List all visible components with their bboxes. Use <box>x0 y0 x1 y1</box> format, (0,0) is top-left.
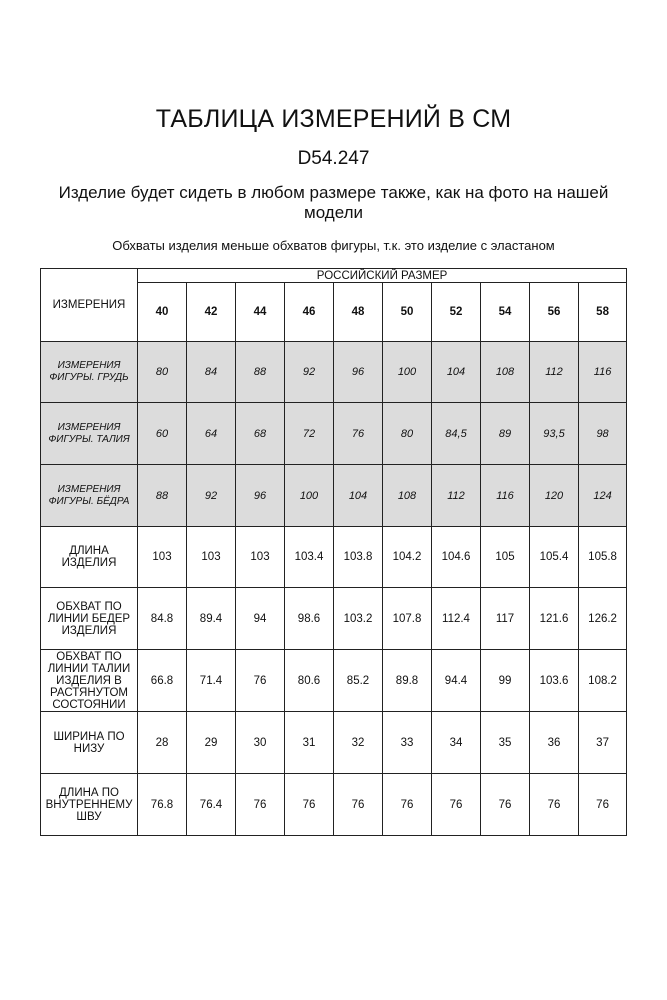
value-cell: 76 <box>530 774 579 836</box>
value-cell: 116 <box>481 465 530 527</box>
value-cell: 76 <box>236 650 285 712</box>
value-cell: 89.4 <box>187 588 236 650</box>
value-cell: 72 <box>285 403 334 465</box>
value-cell: 103 <box>236 527 285 588</box>
value-cell: 108 <box>383 465 432 527</box>
value-cell: 92 <box>187 465 236 527</box>
russian-size-header: РОССИЙСКИЙ РАЗМЕР <box>138 269 627 283</box>
row-label: ИЗМЕРЕНИЯ ФИГУРЫ. ТАЛИЯ <box>41 403 138 465</box>
fit-note: Изделие будет сидеть в любом размере также, как на фото на нашей модели <box>58 183 609 222</box>
value-cell: 103 <box>187 527 236 588</box>
value-cell: 92 <box>285 342 334 403</box>
value-cell: 89 <box>481 403 530 465</box>
table-row <box>41 342 627 403</box>
value-cell: 126.2 <box>579 588 627 650</box>
value-cell: 76 <box>481 774 530 836</box>
value-cell: 99 <box>481 650 530 712</box>
value-cell: 112.4 <box>432 588 481 650</box>
size-cell: 52 <box>432 283 481 342</box>
value-cell: 103.6 <box>530 650 579 712</box>
value-cell: 104.2 <box>383 527 432 588</box>
page-title: ТАБЛИЦА ИЗМЕРЕНИЙ В СМ <box>155 105 512 133</box>
value-cell: 104 <box>334 465 383 527</box>
row-label: ИЗМЕРЕНИЯ ФИГУРЫ. БЁДРА <box>41 465 138 527</box>
value-cell: 124 <box>579 465 627 527</box>
value-cell: 104 <box>432 342 481 403</box>
value-cell: 64 <box>187 403 236 465</box>
value-cell: 68 <box>236 403 285 465</box>
value-cell: 96 <box>236 465 285 527</box>
table-row <box>41 774 627 836</box>
value-cell: 116 <box>579 342 627 403</box>
value-cell: 31 <box>285 712 334 774</box>
value-cell: 103 <box>138 527 187 588</box>
value-cell: 76.8 <box>138 774 187 836</box>
value-cell: 37 <box>579 712 627 774</box>
value-cell: 30 <box>236 712 285 774</box>
value-cell: 112 <box>530 342 579 403</box>
value-cell: 66.8 <box>138 650 187 712</box>
size-cell: 50 <box>383 283 432 342</box>
size-cell: 44 <box>236 283 285 342</box>
value-cell: 76 <box>236 774 285 836</box>
value-cell: 121.6 <box>530 588 579 650</box>
table-row <box>41 465 627 527</box>
value-cell: 98.6 <box>285 588 334 650</box>
value-cell: 84.8 <box>138 588 187 650</box>
value-cell: 88 <box>236 342 285 403</box>
row-label: ОБХВАТ ПО ЛИНИИ ТАЛИИ ИЗДЕЛИЯ В РАСТЯНУТОМ СОСТОЯНИИ <box>41 650 138 712</box>
value-cell: 76 <box>432 774 481 836</box>
row-label: ОБХВАТ ПО ЛИНИИ БЕДЕР ИЗДЕЛИЯ <box>41 588 138 650</box>
value-cell: 112 <box>432 465 481 527</box>
value-cell: 76 <box>383 774 432 836</box>
value-cell: 93,5 <box>530 403 579 465</box>
value-cell: 80.6 <box>285 650 334 712</box>
value-cell: 120 <box>530 465 579 527</box>
size-cell: 40 <box>138 283 187 342</box>
elastane-note: Обхваты изделия меньше обхватов фигуры, т.к. это изделие с эластаном <box>112 238 555 253</box>
row-label: ШИРИНА ПО НИЗУ <box>41 712 138 774</box>
value-cell: 76 <box>285 774 334 836</box>
table-row <box>41 403 627 465</box>
value-cell: 60 <box>138 403 187 465</box>
value-cell: 100 <box>383 342 432 403</box>
table-row <box>41 588 627 650</box>
value-cell: 94 <box>236 588 285 650</box>
table-row <box>41 712 627 774</box>
value-cell: 104.6 <box>432 527 481 588</box>
value-cell: 34 <box>432 712 481 774</box>
value-cell: 85.2 <box>334 650 383 712</box>
value-cell: 103.2 <box>334 588 383 650</box>
measure-header: ИЗМЕРЕНИЯ <box>41 269 138 342</box>
value-cell: 80 <box>383 403 432 465</box>
table-row <box>41 527 627 588</box>
value-cell: 29 <box>187 712 236 774</box>
value-cell: 96 <box>334 342 383 403</box>
value-cell: 105.8 <box>579 527 627 588</box>
size-cell: 54 <box>481 283 530 342</box>
size-cell: 58 <box>579 283 627 342</box>
value-cell: 107.8 <box>383 588 432 650</box>
value-cell: 76 <box>334 403 383 465</box>
value-cell: 105 <box>481 527 530 588</box>
row-label: ДЛИНА ПО ВНУТРЕННЕМУ ШВУ <box>41 774 138 836</box>
size-cell: 46 <box>285 283 334 342</box>
value-cell: 36 <box>530 712 579 774</box>
value-cell: 103.4 <box>285 527 334 588</box>
value-cell: 105.4 <box>530 527 579 588</box>
value-cell: 94.4 <box>432 650 481 712</box>
value-cell: 84 <box>187 342 236 403</box>
size-table <box>40 268 627 836</box>
value-cell: 33 <box>383 712 432 774</box>
value-cell: 35 <box>481 712 530 774</box>
value-cell: 76.4 <box>187 774 236 836</box>
group-header-row <box>41 269 627 283</box>
value-cell: 80 <box>138 342 187 403</box>
value-cell: 28 <box>138 712 187 774</box>
value-cell: 76 <box>579 774 627 836</box>
value-cell: 88 <box>138 465 187 527</box>
size-cell: 48 <box>334 283 383 342</box>
value-cell: 98 <box>579 403 627 465</box>
value-cell: 76 <box>334 774 383 836</box>
value-cell: 103.8 <box>334 527 383 588</box>
value-cell: 71.4 <box>187 650 236 712</box>
value-cell: 117 <box>481 588 530 650</box>
row-label: ДЛИНА ИЗДЕЛИЯ <box>41 527 138 588</box>
size-cell: 42 <box>187 283 236 342</box>
value-cell: 100 <box>285 465 334 527</box>
table-row <box>41 650 627 712</box>
value-cell: 84,5 <box>432 403 481 465</box>
value-cell: 32 <box>334 712 383 774</box>
value-cell: 108 <box>481 342 530 403</box>
size-cell: 56 <box>530 283 579 342</box>
row-label: ИЗМЕРЕНИЯ ФИГУРЫ. ГРУДЬ <box>41 342 138 403</box>
value-cell: 89.8 <box>383 650 432 712</box>
value-cell: 108.2 <box>579 650 627 712</box>
product-code: D54.247 <box>297 148 370 169</box>
